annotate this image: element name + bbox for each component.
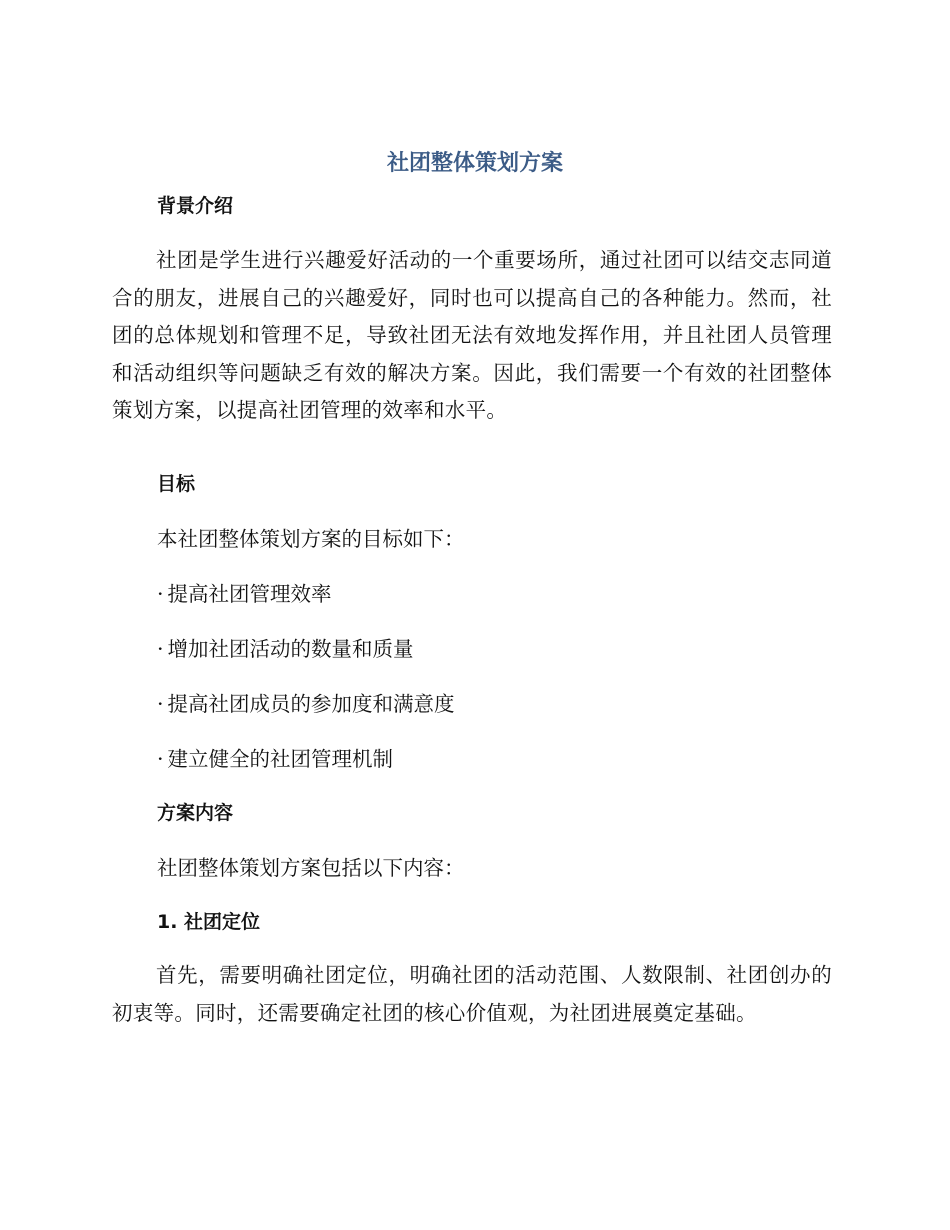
subsection-heading-positioning: 1. 社团定位 xyxy=(157,911,261,933)
bullet-symbol: · xyxy=(157,747,164,771)
background-paragraph: 社团是学生进行兴趣爱好活动的一个重要场所，通过社团可以结交志同道合的朋友，进展自己的兴趣爱好，同时也可以提高自己的各种能力。然而，社团的总体规划和管理不足，导致社团无法有效地发挥作用，并且社团人员管理和活动组织等问题缺乏有效的解决方案。因此，我们需要一个有效的社团整体策划方案，以提高社团管理的效率和水平。 xyxy=(112,248,832,422)
bullet-symbol: · xyxy=(157,637,164,661)
goal-item-text: 提高社团管理效率 xyxy=(167,582,332,606)
bullet-symbol: · xyxy=(157,692,164,716)
goal-item xyxy=(157,689,455,719)
goal-item xyxy=(157,634,414,664)
goal-item xyxy=(157,744,393,774)
section-heading-content: 方案内容 xyxy=(157,802,234,824)
goal-item-text: 建立健全的社团管理机制 xyxy=(167,747,394,771)
bullet-symbol: · xyxy=(157,582,164,606)
goal-item-text: 增加社团活动的数量和质量 xyxy=(167,637,414,661)
goal-item xyxy=(157,579,332,609)
goals-intro: 本社团整体策划方案的目标如下： xyxy=(157,527,465,551)
section-heading-background: 背景介绍 xyxy=(157,195,234,217)
page-title: 社团整体策划方案 xyxy=(386,151,563,176)
goal-item-text: 提高社团成员的参加度和满意度 xyxy=(167,692,455,716)
section-heading-goals: 目标 xyxy=(157,473,196,495)
content-intro: 社团整体策划方案包括以下内容： xyxy=(157,856,465,880)
positioning-paragraph: 首先，需要明确社团定位，明确社团的活动范围、人数限制、社团创办的初衷等。同时，还需要确定社团的核心价值观，为社团进展奠定基础。 xyxy=(112,963,832,1025)
